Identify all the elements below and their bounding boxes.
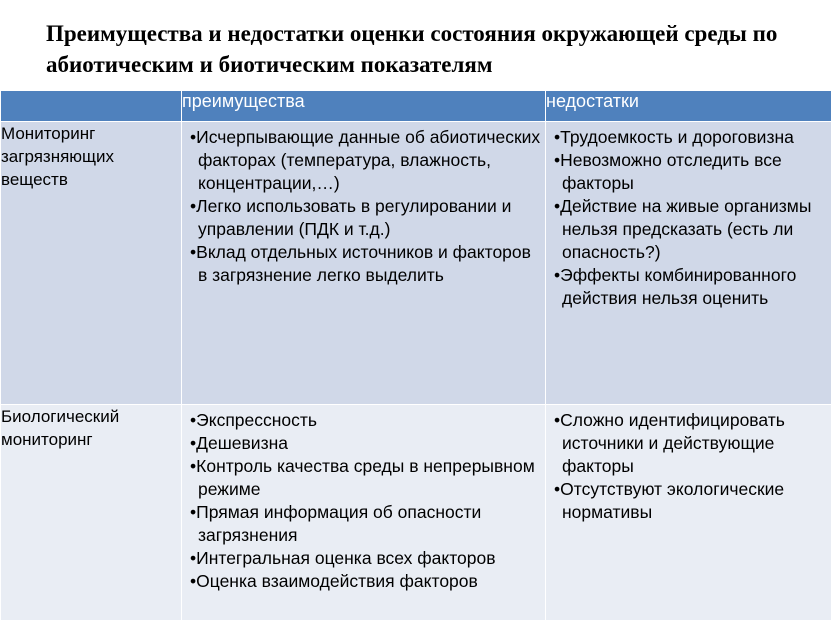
page-title: Преимущества и недостатки оценки состояния окружающей среды по абиотическим и биотическим показателям xyxy=(46,21,778,77)
list-item: • Эффекты комбинированного действия нельзя оценить xyxy=(554,264,827,310)
row-label: Мониторинг загрязняющих веществ xyxy=(1,122,182,405)
advantages-list xyxy=(182,122,545,287)
advantages-list xyxy=(182,405,545,593)
disadvantages-cell xyxy=(546,122,831,405)
table-row xyxy=(1,405,831,621)
list-item: • Вклад отдельных источников и факторов в загрязнение легко выделить xyxy=(190,241,541,287)
header-empty xyxy=(1,91,182,122)
disadvantages-list xyxy=(546,122,831,310)
advantages-cell xyxy=(182,405,546,621)
list-item: • Легко использовать в регулировании и управлении (ПДК и т.д.) xyxy=(190,195,541,241)
comparison-table xyxy=(0,90,831,621)
list-item: • Исчерпывающие данные об абиотических факторах (температура, влажность, концентрации,…) xyxy=(190,126,541,195)
list-item: • Действие на живые организмы нельзя предсказать (есть ли опасность?) xyxy=(554,195,827,264)
disadvantages-list xyxy=(546,405,831,524)
list-item: • Интегральная оценка всех факторов xyxy=(190,547,541,570)
disadvantages-cell xyxy=(546,405,831,621)
list-item: • Прямая информация об опасности загрязнения xyxy=(190,501,541,547)
list-item: • Контроль качества среды в непрерывном режиме xyxy=(190,455,541,501)
header-disadvantages: недостатки xyxy=(546,91,831,122)
header-advantages: преимущества xyxy=(182,91,546,122)
advantages-cell xyxy=(182,122,546,405)
list-item: • Невозможно отследить все факторы xyxy=(554,149,827,195)
list-item: • Отсутствуют экологические нормативы xyxy=(554,478,827,524)
list-item: • Трудоемкость и дороговизна xyxy=(554,126,827,149)
header-row xyxy=(1,91,831,122)
list-item: • Сложно идентифицировать источники и действующие факторы xyxy=(554,409,827,478)
list-item: • Дешевизна xyxy=(190,432,541,455)
table-row xyxy=(1,122,831,405)
row-label: Биологический мониторинг xyxy=(1,405,182,621)
list-item: • Экспрессность xyxy=(190,409,541,432)
list-item: • Оценка взаимодействия факторов xyxy=(190,570,541,593)
